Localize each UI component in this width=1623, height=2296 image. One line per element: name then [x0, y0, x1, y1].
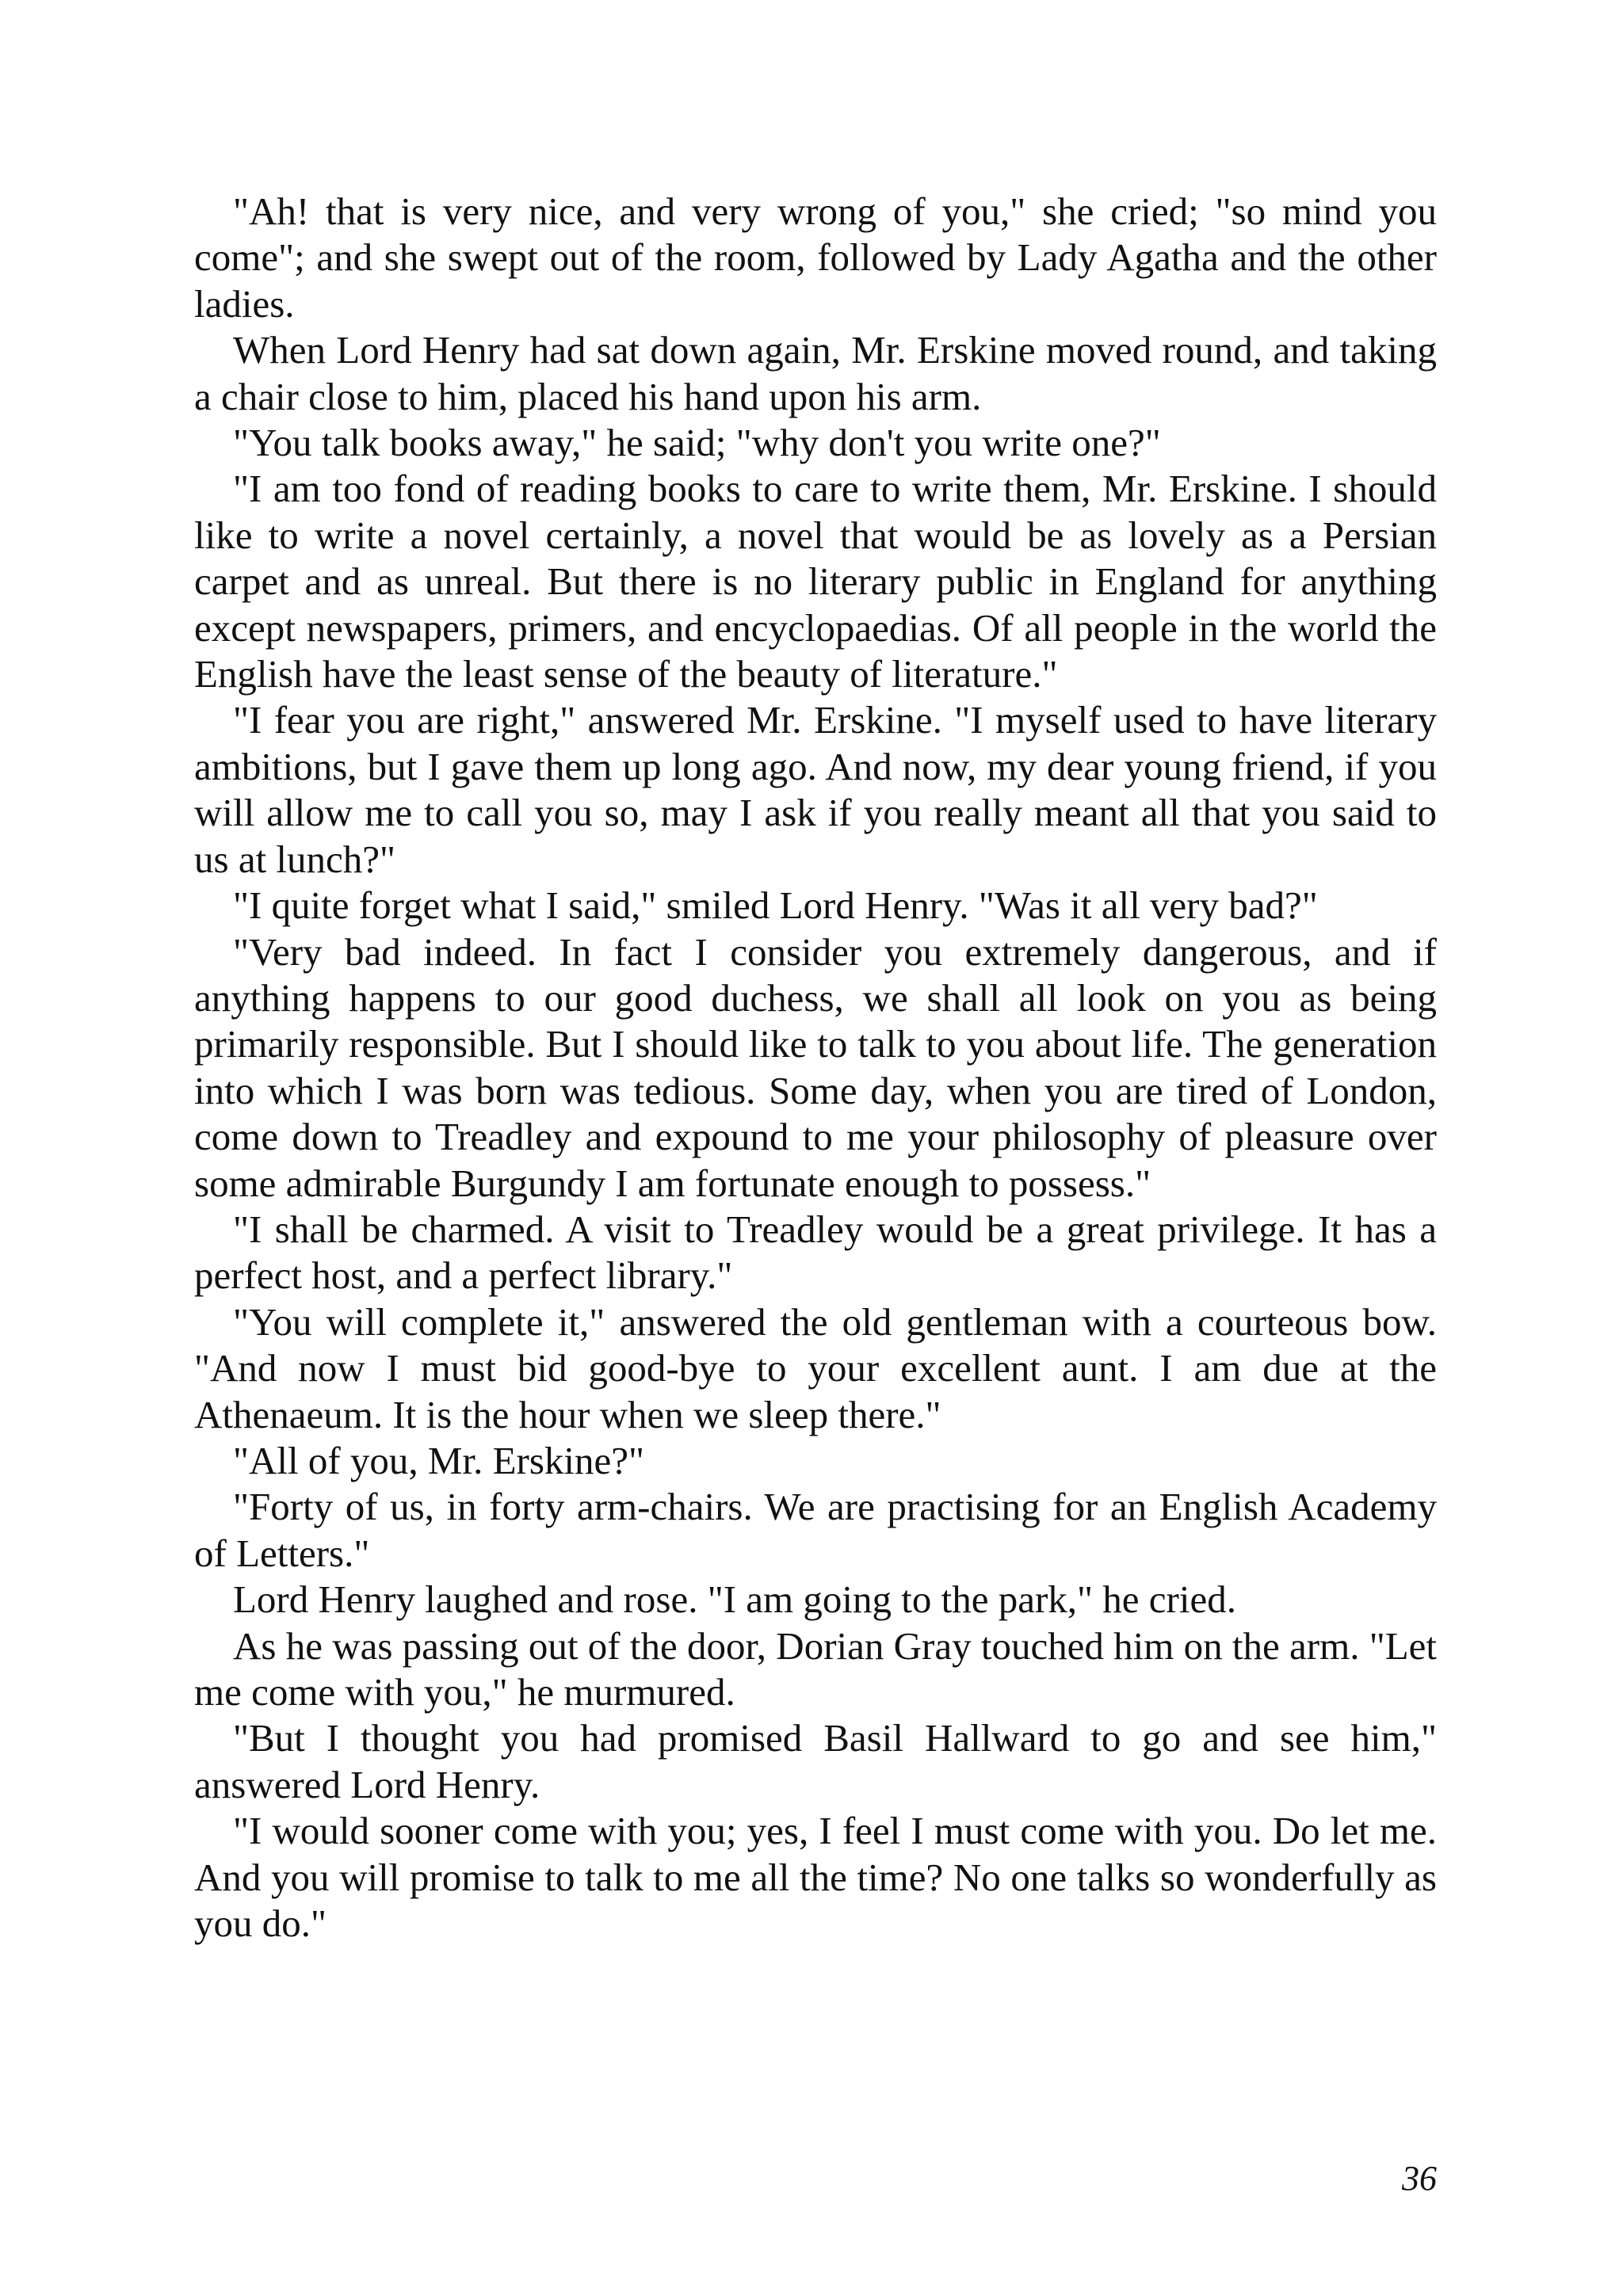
paragraph: "I quite forget what I said," smiled Lord Henry. "Was it all very bad?" — [233, 883, 1318, 928]
paragraph: "You talk books away," he said; "why don't you write one?" — [233, 421, 1161, 465]
paragraph: Lord Henry laughed and rose. "I am going to the park," he cried. — [233, 1577, 1236, 1622]
paragraph: "Forty of us, in forty arm-chairs. We are practising for an English Academy of Letters." — [194, 1485, 1437, 1575]
paragraph: "Ah! that is very nice, and very wrong of you," she cried; "so mind you come"; and she swept out of the room, followed by Lady Agatha and the other ladies. — [194, 189, 1437, 326]
paragraph: "I am too fond of reading books to care to write them, Mr. Erskine. I should like to write a novel certainly, a novel that would be as lovely as a Persian carpet and as unreal. But there is no literary public in England for anything except newspapers, primers, and encyclopaedias. Of all people in the world the English have the least sense of the beauty of literature." — [194, 467, 1437, 696]
paragraph: "I would sooner come with you; yes, I feel I must come with you. Do let me. And you will promise to talk to me all the time? No one talks so wonderfully as you do." — [194, 1809, 1437, 1946]
paragraph: "I shall be charmed. A visit to Treadley would be a great privilege. It has a perfect host, and a perfect library." — [194, 1207, 1437, 1298]
body-text — [194, 189, 1437, 1947]
paragraph: "Very bad indeed. In fact I consider you extremely dangerous, and if anything happens to our good duchess, we shall all look on you as being primarily responsible. But I should like to talk to you about life. The generation into which I was born was tedious. Some day, when you are tired of London, come down to Treadley and expound to me your philosophy of pleasure over some admirable Burgundy I am fortunate enough to possess." — [194, 929, 1437, 1205]
paragraph: "I fear you are right," answered Mr. Erskine. "I myself used to have literary ambitions, but I gave them up long ago. And now, my dear young friend, if you will allow me to call you so, may I ask if you really meant all that you said to us at lunch?" — [194, 698, 1437, 881]
paragraph: "You will complete it," answered the old gentleman with a courteous bow. "And now I must bid good-bye to your excellent aunt. I am due at the Athenaeum. It is the hour when we sleep there." — [194, 1299, 1437, 1436]
paragraph: When Lord Henry had sat down again, Mr. Erskine moved round, and taking a chair close to him, placed his hand upon his arm. — [194, 328, 1437, 418]
paragraph: "All of you, Mr. Erskine?" — [233, 1438, 645, 1482]
page-number: 36 — [1402, 2159, 1437, 2198]
paragraph: As he was passing out of the door, Dorian Gray touched him on the arm. "Let me come with you," he murmured. — [194, 1623, 1437, 1714]
paragraph: "But I thought you had promised Basil Hallward to go and see him," answered Lord Henry. — [194, 1716, 1437, 1806]
